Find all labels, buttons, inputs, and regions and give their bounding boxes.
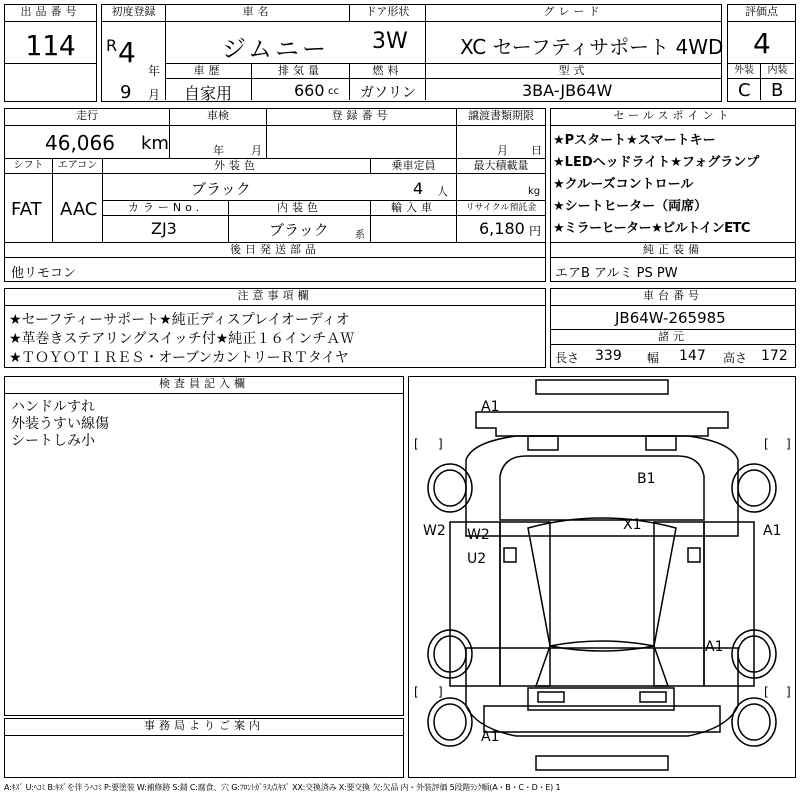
chassis-label: 車台番号 — [551, 289, 795, 306]
note-line: ★セーフティーサポート★純正ディスプレイオーディオ — [9, 312, 350, 328]
bumper-front-top — [536, 380, 668, 394]
sales-point: ★LEDヘッドライト★フォグランプ — [553, 155, 760, 170]
exterior-score: C — [738, 80, 751, 101]
svg-text:[: [ — [413, 684, 419, 699]
displacement-unit: cc — [328, 86, 339, 97]
fuel-label: 燃料 — [350, 63, 426, 79]
length-label: 長さ — [555, 351, 580, 365]
color-no-label: カラーNo. — [103, 200, 229, 216]
damage-a1-front: A1 — [481, 399, 500, 415]
standard-equipment-label: 純正装備 — [551, 242, 795, 258]
model-code: 3BA-JB64W — [522, 81, 613, 100]
recycle-unit: 円 — [529, 224, 542, 238]
capacity-label: 乗車定員 — [371, 158, 457, 174]
month-unit: 月 — [148, 88, 161, 102]
recycle-label: リサイクル預託金 — [457, 200, 545, 216]
first-reg-month: 9 — [120, 82, 132, 103]
interior-score: B — [771, 80, 784, 101]
svg-text:[: [ — [763, 436, 769, 451]
recycle-fee: 6,180 — [479, 219, 525, 238]
sales-point: ★Pスタート★スマートキー — [553, 133, 716, 148]
front-body — [466, 436, 738, 536]
note-line: ★ＴＯＹＯＴＩＲＥＳ・オーブンカントリーＲＴタイヤ — [9, 350, 349, 366]
height-label: 高さ — [723, 351, 748, 365]
length: 339 — [595, 348, 622, 364]
color-no: ZJ3 — [151, 219, 177, 238]
damage-a1-rear: A1 — [481, 729, 500, 745]
transfer-month-unit: 月 — [497, 144, 508, 157]
damage-a1-rear-right: A1 — [705, 639, 724, 655]
car-name-label: 車名 — [166, 5, 350, 22]
interior-label: 内装 — [761, 63, 794, 79]
aircon: AAC — [60, 199, 98, 220]
chassis-box — [550, 288, 796, 368]
score-label: 評価点 — [728, 5, 795, 22]
svg-text:[: [ — [763, 684, 769, 699]
front-bumper — [476, 412, 728, 436]
first-reg-label: 初度登録 — [102, 5, 166, 22]
width: 147 — [679, 348, 706, 364]
int-color: ブラック — [269, 221, 329, 239]
ext-color: ブラック — [191, 180, 251, 198]
sales-point: ★クルーズコントロール — [553, 177, 694, 192]
reg-no-cell — [267, 126, 457, 158]
ext-color-label: 外装色 — [103, 158, 371, 174]
transfer-day-unit: 日 — [531, 144, 542, 157]
mileage: 46,066 — [45, 131, 115, 155]
aircon-label: エアコン — [53, 158, 103, 174]
svg-text:[: [ — [413, 436, 419, 451]
mileage-unit: km — [141, 133, 169, 154]
model-label: 型式 — [426, 63, 721, 79]
car-outline — [408, 376, 796, 778]
inspection-label: 車検 — [170, 109, 267, 126]
damage-diagram — [408, 376, 796, 778]
sales-points-box — [550, 108, 796, 282]
damage-w2-left: W2 — [423, 523, 446, 539]
svg-text:]: ] — [785, 684, 791, 699]
notes-box — [4, 288, 546, 368]
import-cell — [371, 216, 457, 242]
shift-label: シフト — [5, 158, 53, 174]
damage-b1-hood: B1 — [637, 471, 656, 487]
sales-points-label: セールスポイント — [551, 109, 795, 126]
shift: FAT — [11, 199, 42, 220]
standard-equipment: エアB アルミ PS PW — [555, 266, 678, 281]
capacity-unit: 人 — [437, 185, 448, 198]
legend: A:ｷｽﾞ U:ﾍｺﾐ B:ｷｽﾞを伴うﾍｺﾐ P:要塗装 W:補修跡 S:錆 C:腐食、穴 G:ﾌﾛﾝﾄｶﾞﾗｽ点ｷｽﾞ XX:交換済み X:要交換 欠:欠品 内・外装評価 5段階ﾗﾝｸ順(A・B・C・D・E) 1 — [4, 783, 561, 792]
sales-point: ★ミラーヒーター★ビルトインETC — [553, 221, 750, 236]
lot-number: 114 — [25, 29, 76, 62]
note-line: ★革巻きステアリングスイッチ付★純正１６インチＡＷ — [9, 331, 355, 347]
grade: XC セーフティサポート 4WD — [460, 35, 724, 59]
svg-text:]: ] — [437, 684, 443, 699]
displacement-label: 排気量 — [252, 63, 350, 79]
capacity: 4 — [413, 179, 424, 198]
later-parts: 他リモコン — [11, 266, 77, 281]
inspector-note: ハンドルすれ — [11, 399, 95, 415]
max-load-label: 最大積載量 — [457, 158, 545, 174]
vehicle-details — [4, 108, 546, 282]
door-label: ドア形状 — [350, 5, 426, 22]
right-side — [704, 522, 754, 686]
chassis-number: JB64W-265985 — [615, 309, 726, 327]
int-color-label: 内装色 — [229, 200, 371, 216]
svg-text:]: ] — [785, 436, 791, 451]
lot-label: 出品番号 — [5, 5, 96, 22]
inspector-box — [4, 376, 404, 716]
specs-label: 諸元 — [551, 329, 795, 345]
score-box — [727, 4, 796, 102]
int-color-unit: 系 — [355, 230, 365, 241]
sales-point: ★シートヒーター（両席） — [553, 199, 708, 214]
office-box — [4, 718, 404, 778]
height: 172 — [761, 348, 788, 364]
car-name: ジムニー — [222, 35, 330, 63]
later-parts-label: 後日発送部品 — [5, 242, 545, 258]
displacement: 660 — [294, 81, 325, 100]
max-load-unit: kg — [528, 186, 541, 197]
damage-a1-right: A1 — [763, 523, 782, 539]
vehicle-header — [101, 4, 722, 102]
history: 自家用 — [184, 84, 233, 103]
inspection-year-unit: 年 — [213, 144, 224, 157]
year-unit: 年 — [148, 64, 161, 78]
hood — [500, 456, 704, 520]
inspector-note: シートしみ小 — [11, 433, 95, 449]
inspector-note: 外装うすい線傷 — [11, 416, 109, 432]
history-label: 車歴 — [166, 63, 252, 79]
spare-tire — [536, 756, 668, 770]
notes-label: 注意事項欄 — [5, 289, 545, 306]
office-label: 事務局よりご案内 — [5, 719, 403, 736]
exterior-label: 外装 — [728, 63, 761, 79]
overall-score: 4 — [753, 27, 771, 60]
rear-glass — [536, 646, 668, 686]
reg-no-label: 登録番号 — [267, 109, 457, 126]
damage-x1-roof: X1 — [623, 517, 642, 533]
inspection-month-unit: 月 — [251, 144, 262, 157]
transfer-label: 譲渡書類期限 — [457, 109, 545, 126]
door-type: 3W — [372, 29, 408, 54]
damage-u2-door: U2 — [467, 551, 487, 567]
lot-box — [4, 4, 97, 102]
left-side — [450, 522, 500, 686]
era: R — [106, 36, 118, 55]
first-reg-cell — [102, 22, 166, 103]
divider — [5, 63, 96, 64]
rear-body — [466, 648, 738, 736]
first-reg-year: 4 — [118, 36, 136, 69]
mileage-label: 走行 — [5, 109, 170, 126]
damage-w2-door: W2 — [467, 527, 490, 543]
fuel: ガソリン — [360, 85, 416, 101]
inspector-label: 検査員記入欄 — [5, 377, 403, 394]
grade-label: グレード — [426, 5, 721, 22]
import-label: 輸入車 — [371, 200, 457, 216]
svg-text:]: ] — [437, 436, 443, 451]
width-label: 幅 — [647, 351, 660, 365]
